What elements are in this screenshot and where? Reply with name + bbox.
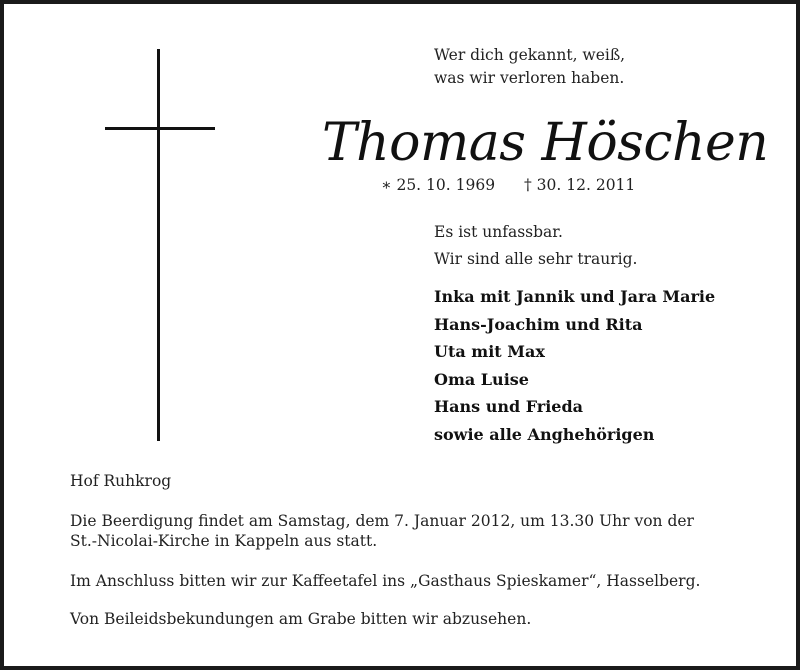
family-member: Hans und Frieda (434, 397, 584, 416)
deceased-name: Thomas Höschen (322, 113, 769, 173)
family-member: Uta mit Max (434, 342, 545, 361)
funeral-info-line-2: St.-Nicolai-Kirche in Kappeln aus statt. (70, 532, 378, 550)
reception-info: Im Anschluss bitten wir zur Kaffeetafel ins „Gasthaus Spieskamer“, Hasselberg. (70, 572, 701, 590)
cross-vertical-bar (157, 49, 160, 441)
death-date: † 30. 12. 2011 (524, 176, 636, 194)
sorrow-line-1: Es ist unfassbar. (434, 223, 563, 241)
family-member: Hans-Joachim und Rita (434, 315, 643, 334)
family-member: Inka mit Jannik und Jara Marie (434, 287, 716, 306)
condolence-note: Von Beileidsbekundungen am Grabe bitten wir abzusehen. (70, 610, 532, 628)
family-member: sowie alle Anghehörigen (434, 425, 655, 444)
place-name: Hof Ruhkrog (70, 472, 172, 490)
funeral-info-line-1: Die Beerdigung findet am Samstag, dem 7. Januar 2012, um 13.30 Uhr von der (70, 512, 694, 530)
cross-horizontal-bar (105, 127, 215, 130)
quote-line-2: was wir verloren haben. (434, 69, 625, 87)
sorrow-line-2: Wir sind alle sehr traurig. (434, 250, 638, 268)
quote-line-1: Wer dich gekannt, weiß, (434, 46, 626, 64)
family-member: Oma Luise (434, 370, 529, 389)
birth-date: ∗ 25. 10. 1969 (381, 176, 496, 194)
